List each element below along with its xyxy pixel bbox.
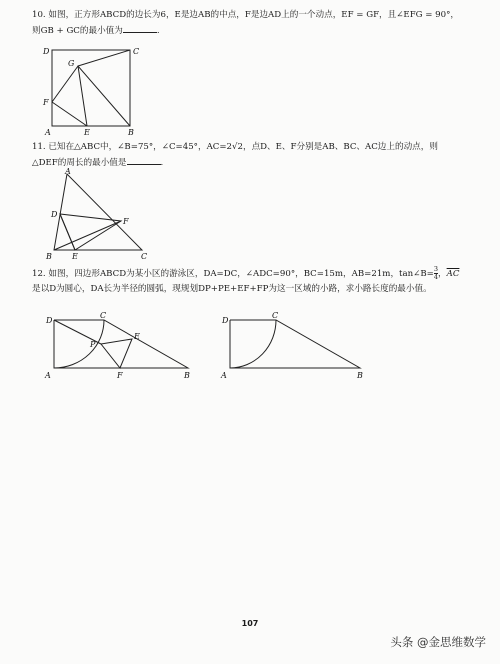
square-abcd [52,50,130,126]
quadrilateral-abcd [54,320,188,368]
arc-ac [54,320,104,368]
segment-fe [52,102,87,126]
watermark: 头条 @金思维数学 [390,635,486,649]
question-11-line2: △DEF的周长的最小值是 . [32,155,482,171]
label-g: G [68,59,75,68]
triangle-abc [54,174,142,250]
label-f: F [117,371,123,380]
label-c: C [141,252,148,261]
label-a: A [65,167,71,176]
answer-blank [123,23,157,33]
figure-10 [30,46,140,136]
label-f: F [43,98,49,107]
fraction-3-4: $\frac{3}{4}$ [433,265,439,281]
answer-blank [127,155,161,165]
label-c: C [100,311,107,320]
question-12-line2: 是以D为圆心，DA长为半径的圆弧，现规划DP+PE+EF+FP为这一区域的小路，求小路长度的最小值。 [32,284,432,294]
segment-bf [54,221,121,250]
figure-12-right [220,308,380,388]
segment-gc [78,50,130,66]
figure-12-left [40,308,200,388]
label-b: B [357,371,363,380]
label-e: E [72,252,78,261]
arc-ac-symbol: $\overline{AC}$ [446,269,460,279]
question-11 [32,140,482,171]
label-a: A [45,128,51,137]
label-d: D [222,316,229,325]
label-c: C [133,47,140,56]
label-p: P [90,340,96,349]
question-10-line2: 则GB + GC的最小值为 . [32,23,482,39]
label-b: B [184,371,190,380]
label-d: D [43,47,50,56]
label-c: C [272,311,279,320]
label-a: A [45,371,51,380]
label-b: B [46,252,52,261]
label-d: D [46,316,53,325]
label-a: A [221,371,227,380]
arc-ac [230,320,276,368]
label-f: F [123,217,129,226]
triangle-pef [101,339,132,368]
question-10-line1: 10. 如图，正方形ABCD的边长为6，E是边AB的中点，F是边AD上的一个动点，EF = GF，且∠EFG = 90°， [32,10,460,20]
question-10 [32,8,482,39]
label-e: E [84,128,90,137]
label-e: E [134,332,140,341]
label-b: B [128,128,134,137]
quadrilateral-abcd [230,320,360,368]
question-12 [32,266,482,297]
question-11-line1: 11. 已知在△ABC中，∠B=75°，∠C=45°，AC=2√2，点D、E、F分别是AB、BC、AC边上的动点，则 [32,142,438,152]
figure-11 [40,167,160,262]
segments-fg-gb [52,66,130,126]
page-number: 107 [241,619,259,628]
question-12-line1: 12. 如图，四边形ABCD为某小区的游泳区，DA=DC，∠ADC=90°，BC=15m，AB=21m，tan∠B= $\frac{3}{4}$ ，$\overline{AC}$ [32,265,460,281]
label-d: D [51,210,58,219]
